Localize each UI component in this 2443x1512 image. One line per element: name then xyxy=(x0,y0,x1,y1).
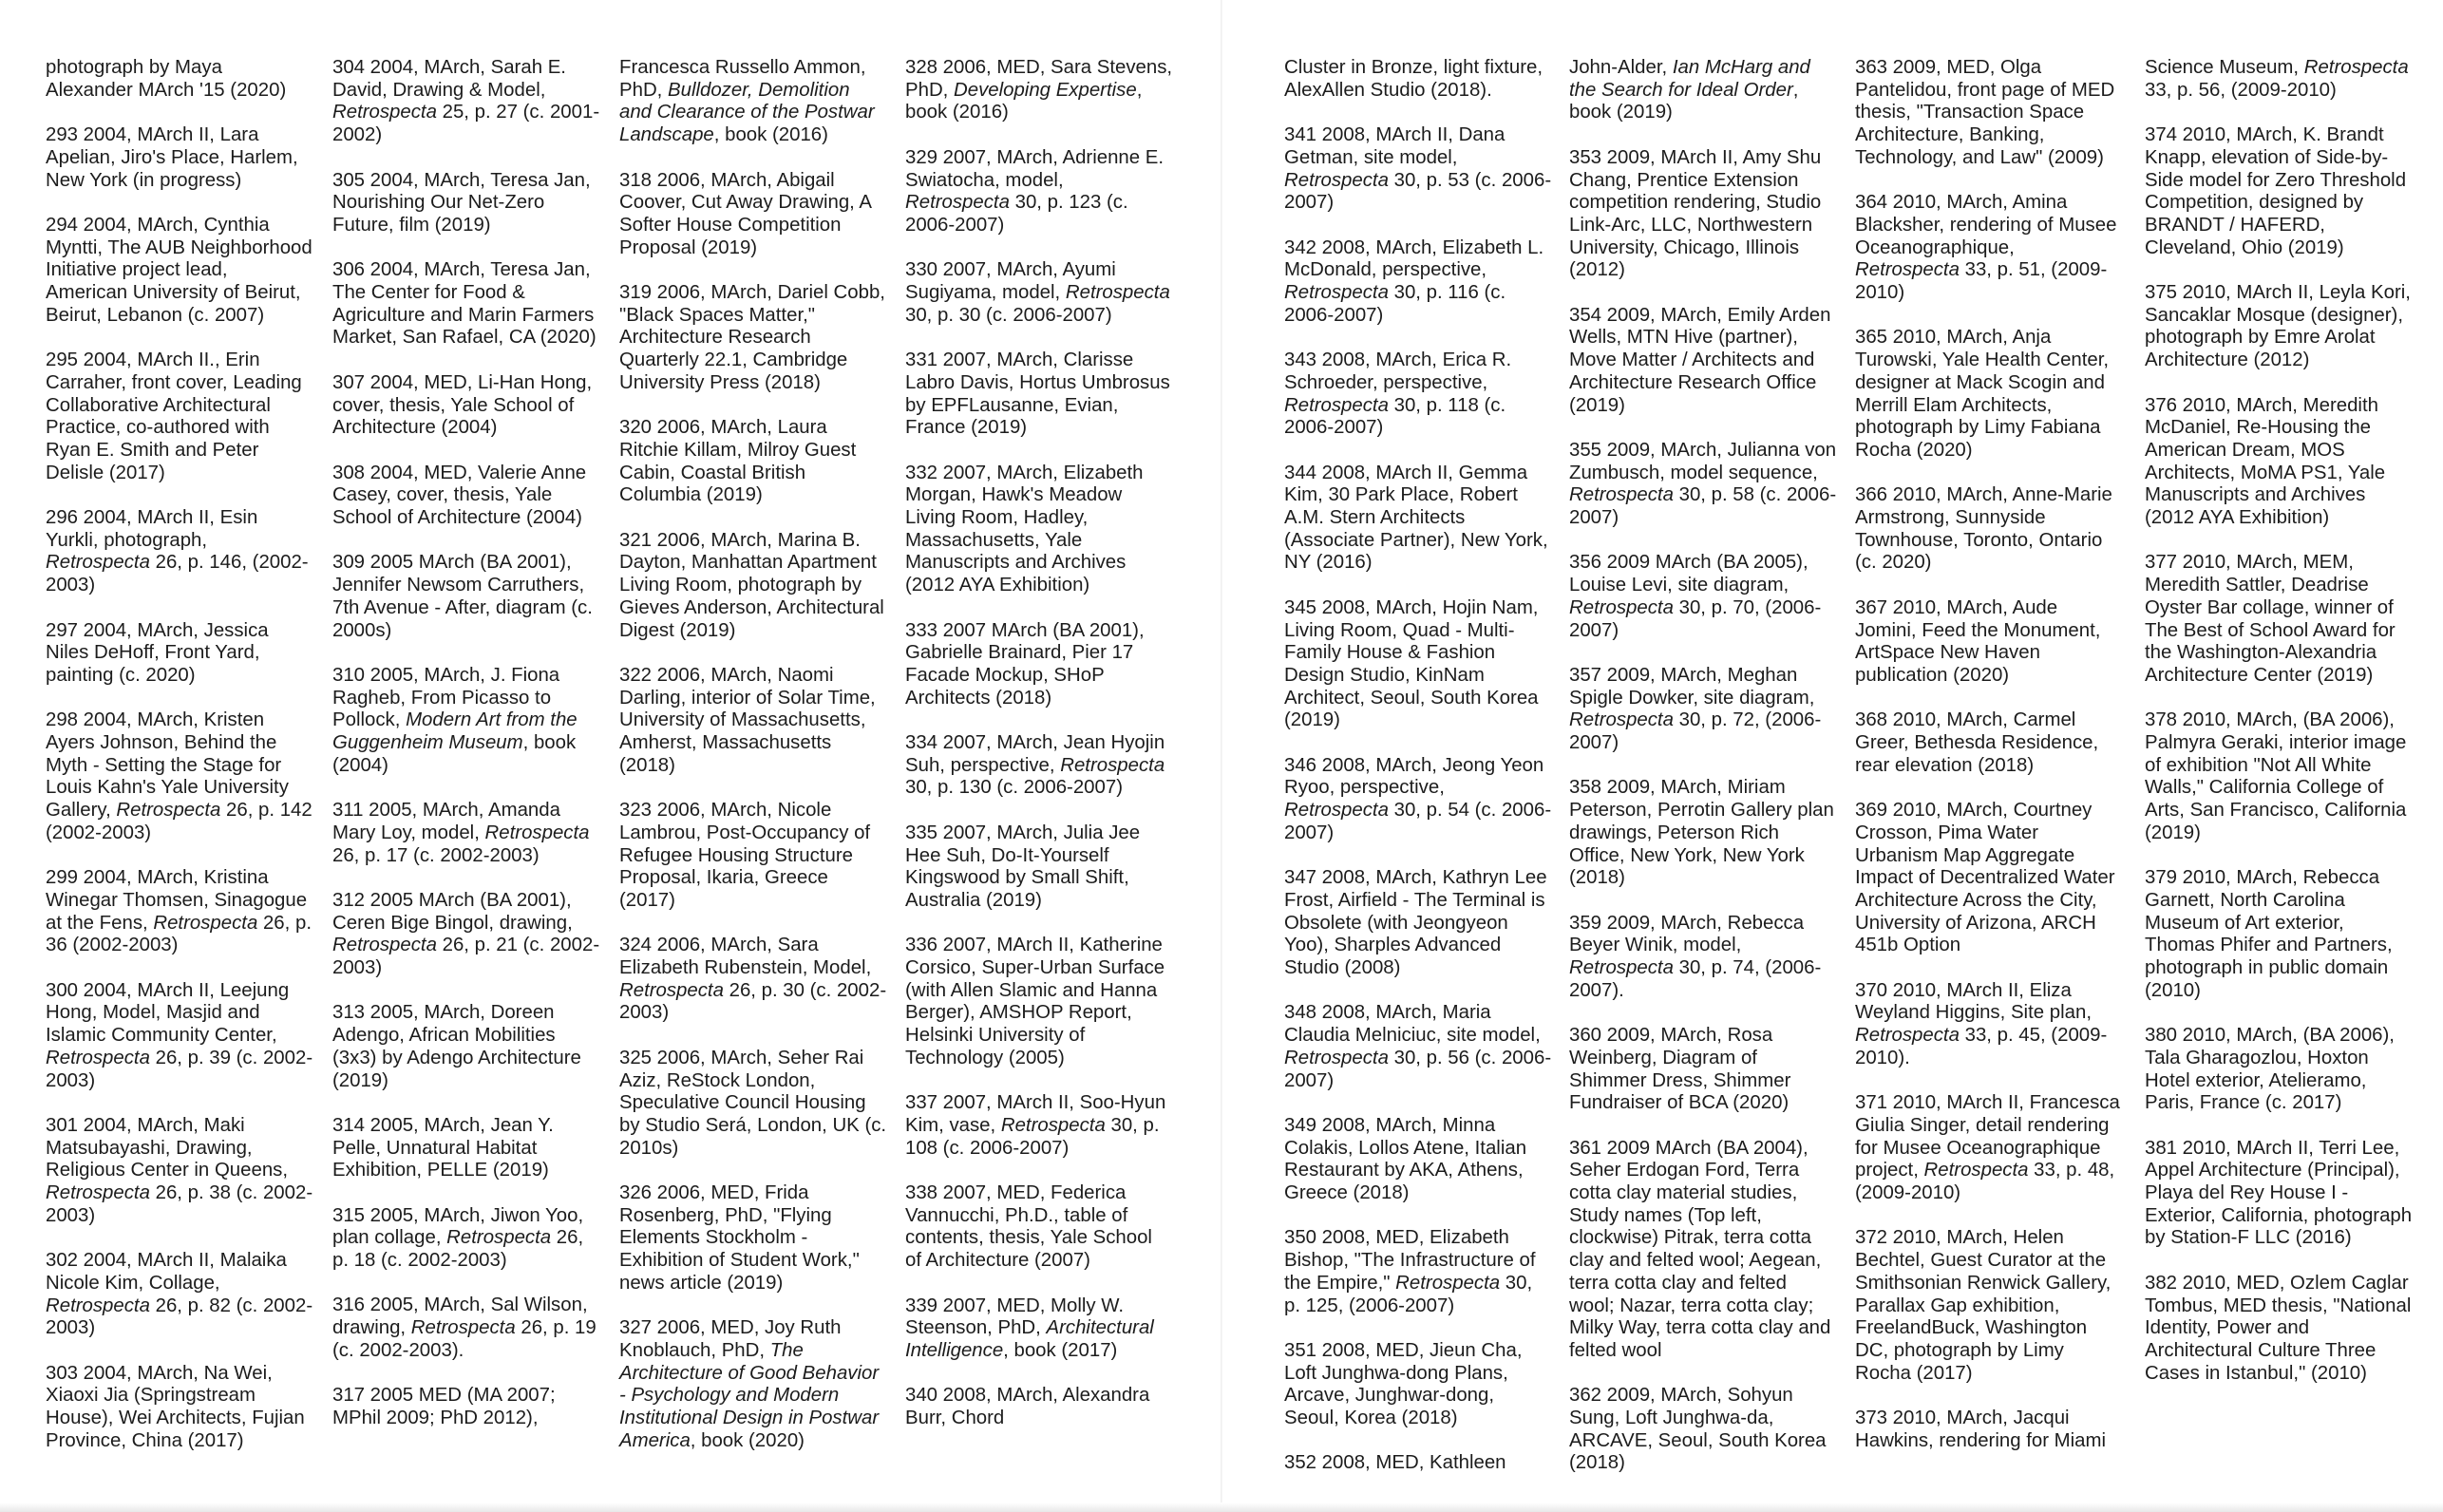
list-item: 299 2004, MArch, Kristina Winegar Thomsen, Sinagogue at the Fens, Retrospecta 26, p. 36 (2002-2003) xyxy=(46,867,312,956)
list-item: 372 2010, MArch, Helen Bechtel, Guest Curator at the Smithsonian Renwick Gallery, Parallax Gap exhibition, FreelandBuck, Washington DC, photograph by Limy Rocha (2017) xyxy=(1855,1227,2112,1384)
list-item: 363 2009, MED, Olga Pantelidou, front page of MED thesis, "Transaction Space Architecture, Banking, Technology, and Law" (2009) xyxy=(1855,57,2115,168)
list-item: 371 2010, MArch II, Francesca Giulia Singer, detail rendering for Musee Oceanographique project, Retrospecta 33, p. 48, (2009-2010) xyxy=(1855,1092,2120,1204)
list-item: 352 2008, MED, Kathleen xyxy=(1284,1452,1506,1474)
column-7 xyxy=(1855,57,2123,1452)
list-item: 295 2004, MArch II., Erin Carraher, front cover, Leading Collaborative Architectural Practice, co-authored with Ryan E. Smith and Peter Delisle (2017) xyxy=(46,350,302,483)
list-item: 300 2004, MArch II, Leejung Hong, Model, Masjid and Islamic Community Center, Retrospecta 26, p. 39 (c. 2002-2003) xyxy=(46,979,313,1091)
list-item: 317 2005 MED (MA 2007; MPhil 2009; PhD 2012), xyxy=(332,1385,556,1428)
list-item: 378 2010, MArch, (BA 2006), Palmyra Geraki, interior image of exhibition "Not All White Walls," California College of Arts, San Francisco, California (2019) xyxy=(2145,709,2407,843)
list-item: 362 2009, MArch, Sohyun Sung, Loft Junghwa-da, ARCAVE, Seoul, South Korea (2018) xyxy=(1569,1385,1827,1474)
list-item: 341 2008, MArch II, Dana Getman, site model, Retrospecta 30, p. 53 (c. 2006-2007) xyxy=(1284,124,1552,214)
list-item: 353 2009, MArch II, Amy Shu Chang, Prentice Extension competition rendering, Studio Link-Arc, LLC, Northwestern University, Chicago, Illinois (2012) xyxy=(1569,146,1822,281)
list-item: 365 2010, MArch, Anja Turowski, Yale Health Center, designer at Mack Scogin and Merrill Elam Architects, photograph by Limy Fabiana Rocha (2020) xyxy=(1855,327,2110,461)
list-item: 325 2006, MArch, Seher Rai Aziz, ReStock London, Speculative Council Housing by Studio Será, London, UK (c. 2010s) xyxy=(619,1047,887,1159)
list-item: 379 2010, MArch, Rebecca Garnett, North Carolina Museum of Art exterior, Thomas Phifer and Partners, photograph in public domain (2010) xyxy=(2145,867,2393,1001)
list-item: 358 2009, MArch, Miriam Peterson, Perrotin Gallery plan drawings, Peterson Rich Office, New York, New York (2018) xyxy=(1569,777,1834,889)
list-item: 373 2010, MArch, Jacqui Hawkins, rendering for Miami xyxy=(1855,1408,2107,1451)
list-item: 343 2008, MArch, Erica R. Schroeder, perspective, Retrospecta 30, p. 118 (c. 2006-2007) xyxy=(1284,350,1512,439)
list-item: 356 2009 MArch (BA 2005), Louise Levi, site diagram, Retrospecta 30, p. 70, (2006-2007) xyxy=(1569,552,1822,641)
list-item: 312 2005 MArch (BA 2001), Ceren Bige Bingol, drawing, Retrospecta 26, p. 21 (c. 2002-2003) xyxy=(332,889,600,978)
list-item: Francesca Russello Ammon, PhD, Bulldozer, Demolition and Clearance of the Postwar Landscape, book (2016) xyxy=(619,57,875,146)
list-item: 320 2006, MArch, Laura Ritchie Killam, Milroy Guest Cabin, Coastal British Columbia (2019) xyxy=(619,417,857,506)
column-1 xyxy=(46,57,313,1452)
list-item: 368 2010, MArch, Carmel Greer, Bethesda Residence, rear elevation (2018) xyxy=(1855,709,2099,776)
list-item: 364 2010, MArch, Amina Blacksher, rendering of Musee Oceanographique, Retrospecta 33, p. 51, (2009-2010) xyxy=(1855,192,2117,304)
list-item: 361 2009 MArch (BA 2004), Seher Erdogan Ford, Terra cotta clay material studies, Study names (Top left, clockwise) Pitrak, terra cotta clay and felted wool; Aegean, terra cotta clay and felted wool; Nazar, terra cotta clay; Milky Way, terra cotta clay and felted wool xyxy=(1569,1137,1831,1361)
list-item: 313 2005, MArch, Doreen Adengo, African Mobilities (3x3) by Adengo Architecture (2019) xyxy=(332,1002,581,1091)
list-item: 326 2006, MED, Frida Rosenberg, PhD, "Flying Elements Stockholm - Exhibition of Student Work," news article (2019) xyxy=(619,1182,860,1294)
list-item: 370 2010, MArch II, Eliza Weyland Higgins, Site plan, Retrospecta 33, p. 45, (2009-2010). xyxy=(1855,979,2108,1068)
list-item: 342 2008, MArch, Elizabeth L. McDonald, perspective, Retrospecta 30, p. 116 (c. 2006-2007) xyxy=(1284,236,1544,326)
list-item: 335 2007, MArch, Julia Jee Hee Suh, Do-It-Yourself Kingswood by Small Shift, Australia (2019) xyxy=(905,822,1141,911)
list-item: 327 2006, MED, Joy Ruth Knoblauch, PhD, The Architecture of Good Behavior - Psychology and Modern Institutional Design in Postwar America, book (2020) xyxy=(619,1317,880,1451)
list-item: 298 2004, MArch, Kristen Ayers Johnson, Behind the Myth - Setting the Stage for Louis Kahn's Yale University Gallery, Retrospecta 26, p. 142 (2002-2003) xyxy=(46,709,312,843)
book-gutter xyxy=(1221,0,1222,1512)
list-item: 381 2010, MArch II, Terri Lee, Appel Architecture (Principal), Playa del Rey House I - Exterior, California, photograph by Station-F LLC (2016) xyxy=(2145,1137,2413,1249)
list-item: 329 2007, MArch, Adrienne E. Swiatocha, model, Retrospecta 30, p. 123 (c. 2006-2007) xyxy=(905,146,1165,236)
list-item: 369 2010, MArch, Courtney Crosson, Pima Water Urbanism Map Aggregate Impact of Decentralized Water Architecture Across the City, University of Arizona, ARCH 451b Option xyxy=(1855,800,2115,956)
list-item: 377 2010, MArch, MEM, Meredith Sattler, Deadrise Oyster Bar collage, winner of The Best of School Award for the Washington-Alexandria Architecture Center (2019) xyxy=(2145,552,2396,686)
page-edge xyxy=(0,1503,2443,1512)
list-item: 336 2007, MArch II, Katherine Corsico, Super-Urban Surface (with Allen Slamic and Hanna Berger), AMSHOP Report, Helsinki University of Technology (2005) xyxy=(905,935,1165,1068)
column-8 xyxy=(2145,57,2413,1385)
list-item: 348 2008, MArch, Maria Claudia Melniciuc, site model, Retrospecta 30, p. 56 (c. 2006-2007) xyxy=(1284,1002,1552,1091)
list-item: 354 2009, MArch, Emily Arden Wells, MTN Hive (partner), Move Matter / Architects and Architecture Research Office (2019) xyxy=(1569,304,1831,416)
list-item: 382 2010, MED, Ozlem Caglar Tombus, MED thesis, "National Identity, Power and Architectural Culture Three Cases in Istanbul," (2010) xyxy=(2145,1272,2412,1384)
list-item: 318 2006, MArch, Abigail Coover, Cut Away Drawing, A Softer House Competition Proposal (2019) xyxy=(619,169,871,258)
list-item: 376 2010, MArch, Meredith McDaniel, Re-Housing the American Dream, MOS Architects, MoMA PS1, Yale Manuscripts and Archives (2012 AYA Exhibition) xyxy=(2145,394,2386,529)
list-item: 349 2008, MArch, Minna Colakis, Lollos Atene, Italian Restaurant by AKA, Athens, Greece (2018) xyxy=(1284,1114,1527,1204)
list-item: John-Alder, Ian McHarg and the Search for Ideal Order, book (2019) xyxy=(1569,57,1810,123)
list-item: 366 2010, MArch, Anne-Marie Armstrong, Sunnyside Townhouse, Toronto, Ontario (c. 2020) xyxy=(1855,484,2112,574)
column-4 xyxy=(905,57,1173,1430)
list-item: 346 2008, MArch, Jeong Yeon Ryoo, perspective, Retrospecta 30, p. 54 (c. 2006-2007) xyxy=(1284,754,1552,843)
list-item: 367 2010, MArch, Aude Jomini, Feed the Monument, ArtSpace New Haven publication (2020) xyxy=(1855,596,2101,686)
list-item: 293 2004, MArch II, Lara Apelian, Jiro's Place, Harlem, New York (in progress) xyxy=(46,124,298,191)
list-item: 360 2009, MArch, Rosa Weinberg, Diagram of Shimmer Dress, Shimmer Fundraiser of BCA (2020) xyxy=(1569,1025,1791,1114)
list-item: 328 2006, MED, Sara Stevens, PhD, Developing Expertise, book (2016) xyxy=(905,57,1173,123)
list-item: 315 2005, MArch, Jiwon Yoo, plan collage, Retrospecta 26, p. 18 (c. 2002-2003) xyxy=(332,1204,584,1272)
column-6 xyxy=(1569,57,1837,1475)
list-item: 347 2008, MArch, Kathryn Lee Frost, Airfield - The Terminal is Obsolete (with Jeongyeon Yoo), Sharples Advanced Studio (2008) xyxy=(1284,867,1547,979)
list-item: 359 2009, MArch, Rebecca Beyer Winik, model, Retrospecta 30, p. 74, (2006-2007). xyxy=(1569,912,1822,1001)
column-5 xyxy=(1284,57,1552,1475)
list-item: 319 2006, MArch, Dariel Cobb, "Black Spaces Matter," Architecture Research Quarterly 22.1, Cambridge University Press (2018) xyxy=(619,282,885,393)
column-2 xyxy=(332,57,600,1430)
list-item: 310 2005, MArch, J. Fiona Ragheb, From Picasso to Pollock, Modern Art from the Guggenheim Museum, book (2004) xyxy=(332,664,578,776)
list-item: 307 2004, MED, Li-Han Hong, cover, thesis, Yale School of Architecture (2004) xyxy=(332,371,593,439)
column-3 xyxy=(619,57,887,1452)
list-item: 332 2007, MArch, Elizabeth Morgan, Hawk's Meadow Living Room, Hadley, Massachusetts, Yale Manuscripts and Archives (2012 AYA Exhibition) xyxy=(905,462,1144,596)
list-item: 301 2004, MArch, Maki Matsubayashi, Drawing, Religious Center in Queens, Retrospecta 26, p. 38 (c. 2002-2003) xyxy=(46,1114,313,1226)
list-item: 324 2006, MArch, Sara Elizabeth Rubenstein, Model, Retrospecta 26, p. 30 (c. 2002-2003) xyxy=(619,935,887,1024)
list-item: 357 2009, MArch, Meghan Spigle Dowker, site diagram, Retrospecta 30, p. 72, (2006-2007) xyxy=(1569,664,1822,754)
list-item: 302 2004, MArch II, Malaika Nicole Kim, Collage, Retrospecta 26, p. 82 (c. 2002-2003) xyxy=(46,1250,313,1339)
list-item: 316 2005, MArch, Sal Wilson, drawing, Retrospecta 26, p. 19 (c. 2002-2003). xyxy=(332,1295,597,1361)
list-item: photograph by Maya Alexander MArch '15 (2020) xyxy=(46,57,287,101)
list-item: 314 2005, MArch, Jean Y. Pelle, Unnatural Habitat Exhibition, PELLE (2019) xyxy=(332,1114,554,1181)
list-item: Science Museum, Retrospecta 33, p. 56, (2009-2010) xyxy=(2145,57,2409,101)
list-item: 331 2007, MArch, Clarisse Labro Davis, Hortus Umbrosus by EPFLausanne, Evian, France (2019) xyxy=(905,350,1170,439)
list-item: 322 2006, MArch, Naomi Darling, interior of Solar Time, University of Massachusetts, Amherst, Massachusetts (2018) xyxy=(619,664,876,776)
list-item: 309 2005 MArch (BA 2001), Jennifer Newsom Carruthers, 7th Avenue - After, diagram (c. 2000s) xyxy=(332,552,593,641)
list-item: 355 2009, MArch, Julianna von Zumbusch, model sequence, Retrospecta 30, p. 58 (c. 2006-2007) xyxy=(1569,439,1837,529)
list-item: 304 2004, MArch, Sarah E. David, Drawing & Model, Retrospecta 25, p. 27 (c. 2001-2002) xyxy=(332,57,600,146)
list-item: 296 2004, MArch II, Esin Yurkli, photograph, Retrospecta 26, p. 146, (2002-2003) xyxy=(46,507,309,596)
list-item: 311 2005, MArch, Amanda Mary Loy, model, Retrospecta 26, p. 17 (c. 2002-2003) xyxy=(332,800,590,866)
list-item: 374 2010, MArch, K. Brandt Knapp, elevation of Side-by-Side model for Zero Threshold Competition, designed by BRANDT / HAFERD, Cleveland, Ohio (2019) xyxy=(2145,124,2407,258)
list-item: 305 2004, MArch, Teresa Jan, Nourishing Our Net-Zero Future, film (2019) xyxy=(332,169,591,236)
list-item: 338 2007, MED, Federica Vannucchi, Ph.D., table of contents, thesis, Yale School of Architecture (2007) xyxy=(905,1182,1152,1272)
list-item: 297 2004, MArch, Jessica Niles DeHoff, Front Yard, painting (c. 2020) xyxy=(46,619,269,686)
list-item: 337 2007, MArch II, Soo-Hyun Kim, vase, Retrospecta 30, p. 108 (c. 2006-2007) xyxy=(905,1092,1166,1159)
list-item: 308 2004, MED, Valerie Anne Casey, cover, thesis, Yale School of Architecture (2004) xyxy=(332,462,587,528)
list-item: 345 2008, MArch, Hojin Nam, Living Room, Quad - Multi-Family House & Fashion Design Studio, KinNam Architect, Seoul, South Korea (2019) xyxy=(1284,596,1539,731)
list-item: 330 2007, MArch, Ayumi Sugiyama, model, Retrospecta 30, p. 30 (c. 2006-2007) xyxy=(905,259,1170,326)
list-item: 339 2007, MED, Molly W. Steenson, PhD, Architectural Intelligence, book (2017) xyxy=(905,1295,1154,1361)
list-item: 375 2010, MArch II, Leyla Kori, Sancaklar Mosque (designer), photograph by Emre Arolat Architecture (2012) xyxy=(2145,282,2411,371)
list-item: 306 2004, MArch, Teresa Jan, The Center for Food & Agriculture and Marin Farmers Market, San Rafael, CA (2020) xyxy=(332,259,597,349)
list-item: 303 2004, MArch, Na Wei, Xiaoxi Jia (Springstream House), Wei Architects, Fujian Province, China (2017) xyxy=(46,1362,305,1451)
list-item: 294 2004, MArch, Cynthia Myntti, The AUB Neighborhood Initiative project lead, American University of Beirut, Beirut, Lebanon (c. 2007) xyxy=(46,214,312,326)
list-item: Cluster in Bronze, light fixture, AlexAllen Studio (2018). xyxy=(1284,57,1543,101)
list-item: 380 2010, MArch, (BA 2006), Tala Gharagozlou, Hoxton Hotel exterior, Atelieramo, Paris, France (c. 2017) xyxy=(2145,1025,2395,1114)
list-item: 334 2007, MArch, Jean Hyojin Suh, perspective, Retrospecta 30, p. 130 (c. 2006-2007) xyxy=(905,732,1165,799)
list-item: 323 2006, MArch, Nicole Lambrou, Post-Occupancy of Refugee Housing Structure Proposal, Ikaria, Greece (2017) xyxy=(619,800,871,911)
list-item: 321 2006, MArch, Marina B. Dayton, Manhattan Apartment Living Room, photograph by Gieves Anderson, Architectural Digest (2019) xyxy=(619,529,884,641)
list-item: 340 2008, MArch, Alexandra Burr, Chord xyxy=(905,1385,1150,1428)
list-item: 351 2008, MED, Jieun Cha, Loft Junghwa-dong Plans, Arcave, Junghwar-dong, Seoul, Korea (2018) xyxy=(1284,1339,1523,1429)
list-item: 344 2008, MArch II, Gemma Kim, 30 Park Place, Robert A.M. Stern Architects (Associate Partner), New York, NY (2016) xyxy=(1284,462,1548,574)
list-item: 350 2008, MED, Elizabeth Bishop, "The Infrastructure of the Empire," Retrospecta 30, p. 125, (2006-2007) xyxy=(1284,1227,1536,1316)
list-item: 333 2007 MArch (BA 2001), Gabrielle Brainard, Pier 17 Facade Mockup, SHoP Architects (2018) xyxy=(905,619,1145,709)
